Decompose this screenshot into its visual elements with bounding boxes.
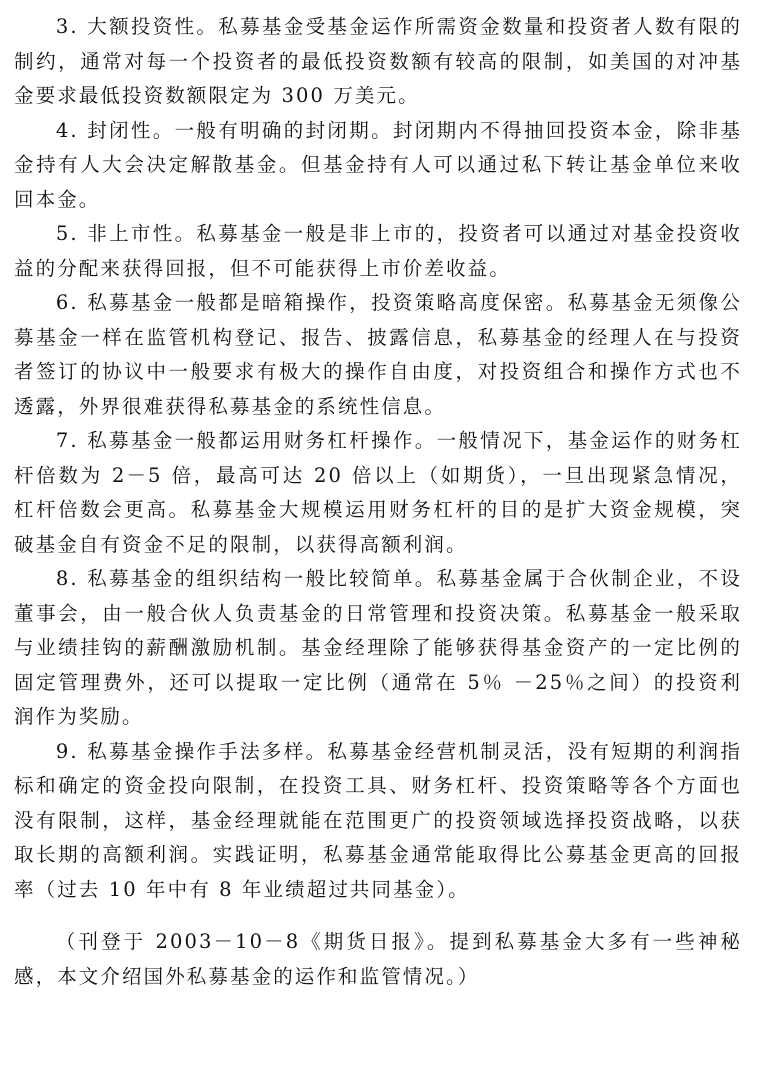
paragraph-5: 5. 非上市性。私募基金一般是非上市的，投资者可以通过对基金投资收益的分配来获得回报，但不可能获得上市价差收益。 (14, 222, 742, 280)
paragraph-6: 6. 私募基金一般都是暗箱操作，投资策略高度保密。私募基金无须像公募基金一样在监管机构登记、报告、披露信息，私募基金的经理人在与投资者签订的协议中一般要求有极大的操作自由度，对投资组合和操作方式也不透露，外界很难获得私募基金的系统性信息。 (14, 291, 742, 418)
paragraph-8: 8. 私募基金的组织结构一般比较简单。私募基金属于合伙制企业，不设董事会，由一般合伙人负责基金的日常管理和投资决策。私募基金一般采取与业绩挂钩的薪酬激励机制。基金经理除了能够获得基金资产的一定比例的固定管理费外，还可以提取一定比例（通常在 5％ －25％之间）的投资利润作为奖励。 (14, 567, 742, 728)
paragraph-3: 3. 大额投资性。私募基金受基金运作所需资金数量和投资者人数有限的制约，通常对每一个投资者的最低投资数额有较高的限制，如美国的对冲基金要求最低投资数额限定为 300 万美元。 (14, 15, 742, 107)
publication-note: （刊登于 2003－10－8《期货日报》。提到私募基金大多有一些神秘感，本文介绍国外私募基金的运作和监管情况。） (14, 930, 742, 988)
paragraph-4: 4. 封闭性。一般有明确的封闭期。封闭期内不得抽回投资本金，除非基金持有人大会决定解散基金。但基金持有人可以通过私下转让基金单位来收回本金。 (14, 118, 742, 211)
paragraph-9: 9. 私募基金操作手法多样。私募基金经营机制灵活，没有短期的利润指标和确定的资金投向限制，在投资工具、财务杠杆、投资策略等各个方面也没有限制，这样，基金经理就能在范围更广的投资领域选择投资战略，以获取长期的高额利润。实践证明，私募基金通常能取得比公募基金更高的回报率（过去 10 年中有 8 年业绩超过共同基金）。 (14, 739, 742, 901)
paragraph-7: 7. 私募基金一般都运用财务杠杆操作。一般情况下，基金运作的财务杠杆倍数为 2－5 倍，最高可达 20 倍以上（如期货），一旦出现紧急情况，杠杆倍数会更高。私募基金大规模运用财务杠杆的目的是扩大资金规模，突破基金自有资金不足的限制，以获得高额利润。 (14, 429, 742, 556)
